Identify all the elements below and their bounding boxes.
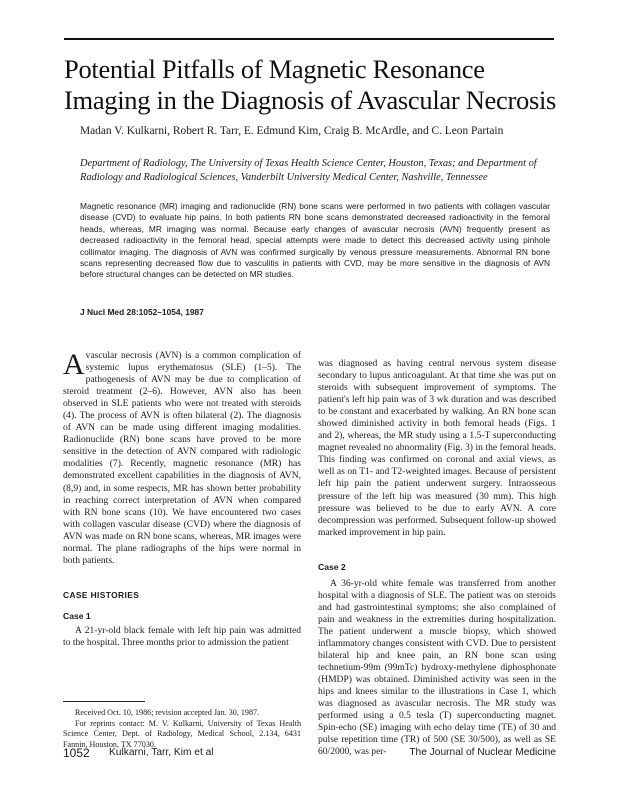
- intro-text: vascular necrosis (AVN) is a common complication of systemic lupus erythematosus (SLE) (1–5). The pathogenesis of AVN may be due to complication of steroid treatment (2–6). However, AVN also has been observed in SLE patients who were not treated with steroids (4). The process of AVN is often bilateral (2). The diagnosis of AVN can be made using different imaging modalities. Radionuclide (RN) bone scans have proved to be more sensitive in the detection of AVN compared with radiologic modalities (7). Recently, magnetic resonance (MR) has demonstrated excellent capabilities in the diagnosis of AVN, (8,9) and, in some respects, MR has shown better probability in reaching correct interpretation of AVN when compared with RN bone scans (10). We have encountered two cases with collagen vascular disease (CVD) where the diagnosis of AVN was made on RN bone scans, whereas, MR images were normal. The plane radiographs of the hips were normal in both patients.: [63, 350, 301, 566]
- case2-text: A 36-yr-old white female was transferred from another hospital with a diagnosis of SLE. The patient was on steroids and had gastrointestinal symptoms; she also complained of pain and weakness in the extremities during hospitalization. The patient underwent a muscle biopsy, which showed inflammatory changes consistent with CVD. Due to persistent bilateral hip and knee pain, an RN bone scan using technetium-99m (99mTc) hydroxy-methylene diphosphonate (HMDP) was obtained. Diminished activity was seen in the hips and knees similar to the illustrations in Case 1, which was diagnosed as avascular necrosis. The MR study was performed using a 0.5 tesla (T) superconducting magnet. Spin-echo (SE) imaging with echo delay time (TE) of 30 and pulse repetition time (TR) of 500 (SE 30/500), as well as SE 60/2000, was per-: [318, 577, 556, 758]
- page-number: 1052: [63, 746, 90, 760]
- footnote-rule: [63, 701, 145, 702]
- affiliation: Department of Radiology, The University of Texas Health Science Center, Houston, Texas; and Department of Radiology and Radiological Sciences, Vanderbilt University Medical Center, Nashville, Tennessee: [80, 158, 537, 183]
- case1-heading: Case 1: [63, 610, 91, 621]
- page-footer: [63, 746, 556, 762]
- intro-paragraph: [63, 350, 301, 567]
- case-histories-heading: CASE HISTORIES: [63, 589, 140, 600]
- footnotes: [63, 708, 301, 750]
- journal-name: The Journal of Nuclear Medicine: [409, 747, 556, 758]
- case2-heading: Case 2: [318, 561, 346, 572]
- drop-cap: A: [63, 348, 85, 381]
- left-column: [63, 350, 301, 649]
- running-head: Kulkarni, Tarr, Kim et al: [109, 747, 214, 758]
- right-column: [318, 358, 556, 758]
- journal-citation: J Nucl Med 28:1052–1054, 1987: [80, 307, 204, 317]
- top-rule: [64, 38, 554, 40]
- received-note: Received Oct. 10, 1986; revision accepted Jan. 30, 1987.: [75, 708, 260, 717]
- reprints-note: For reprints contact: M. V. Kulkarni, University of Texas Health Science Center, Dept. of Radiology, Medical School, 2.134, 6431 Fannin, Houston, TX 77030.: [63, 718, 301, 749]
- case1-text-continued: was diagnosed as having central nervous system disease secondary to lupus anticoagulant. At that time she was put on steroids with subsequent improvement of symptoms. The patient's left hip pain was of 3 wk duration and was described to be constant and exacerbated by walking. An RN bone scan showed diminished activity in both femoral heads (Figs. 1 and 2), whereas, the MR study using a 1.5-T superconducting magnet revealed no abnormality (Fig. 3) in the femoral heads. This finding was confirmed on coronal and axial views, as well as on T1- and T2-weighted images. Because of persistent left hip pain the patient underwent surgery. Intraosseous pressure of the left hip was measured (30 mm). This high pressure was believed to be due to early AVN. A core decompression was performed. Subsequent follow-up showed marked improvement in hip pain.: [318, 358, 556, 538]
- abstract: Magnetic resonance (MR) imaging and radionuclide (RN) bone scans were performed in two patients with collagen vascular disease (CVD) to evaluate hip pains. In both patients RN bone scans demonstrated decreased radioactivity in the femoral heads, whereas, MR imaging was normal. Because early changes of avascular necrosis (AVN) frequently present as decreased radioactivity in the femoral head, special attempts were made to detect this decreased activity using pinhole collimator imaging. The diagnosis of AVN was confirmed surgically by venous pressure measurements. Abnormal RN bone scans representing decreased flow due to vasculitis in patients with CVD, may be more sensitive in the diagnosis of AVN before structural changes can be detected on MR studies.: [80, 201, 550, 280]
- author-list: Madan V. Kulkarni, Robert R. Tarr, E. Edmund Kim, Craig B. McArdle, and C. Leon Partain: [80, 125, 504, 137]
- article-title: Potential Pitfalls of Magnetic Resonance Imaging in the Diagnosis of Avascular Necrosis: [64, 54, 557, 115]
- case1-text-start: A 21-yr-old black female with left hip pain was admitted to the hospital. Three months prior to admission the patient: [63, 624, 301, 648]
